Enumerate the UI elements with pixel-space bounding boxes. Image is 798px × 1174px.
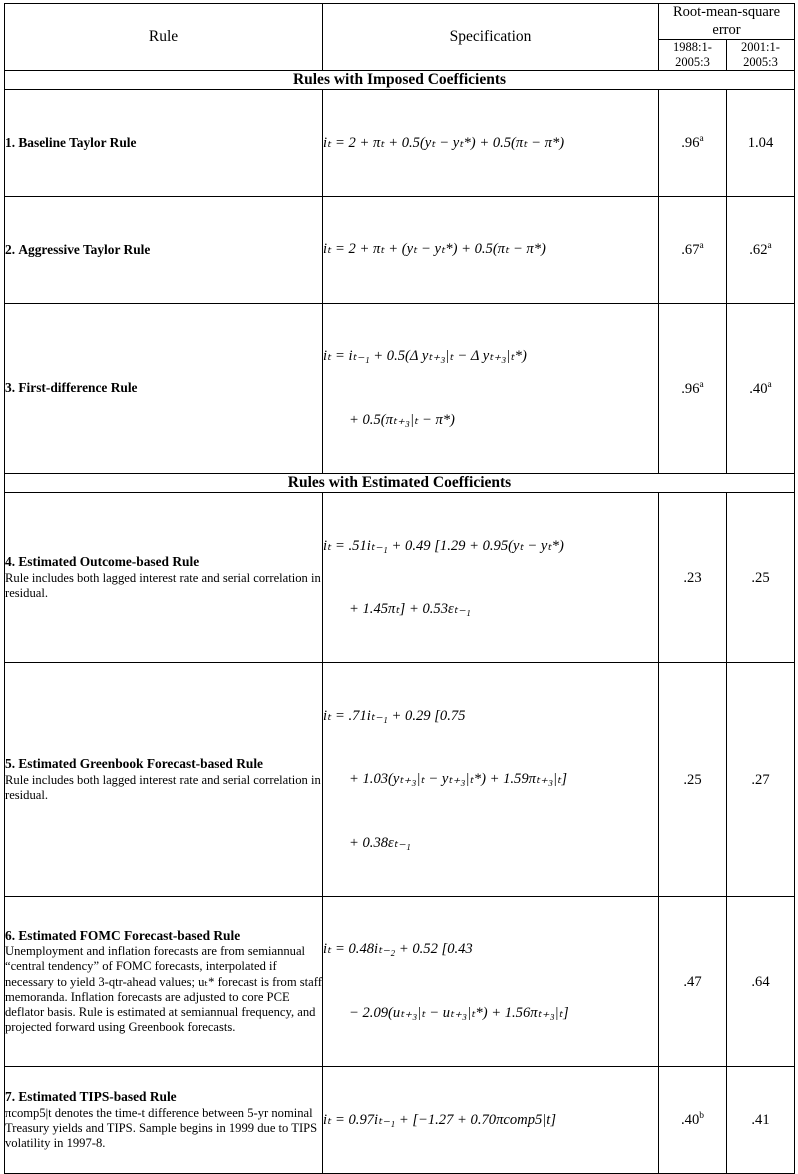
rule-note: πcomp5|t denotes the time-t difference between 5-yr nominal Treasury yields and TIPS. Sample begins in 1999 due to TIPS volatility in 1997-8. — [5, 1105, 318, 1151]
spec-line: iₜ = .71iₜ₋₁ + 0.29 [0.75 — [323, 707, 466, 724]
rule-title: Estimated Outcome-based Rule — [18, 554, 200, 570]
rule-title: First-difference Rule — [18, 380, 138, 396]
spec-line: iₜ = .51iₜ₋₁ + 0.49 [1.29 + 0.95(yₜ − yₜ*) — [323, 537, 564, 554]
rmse-period-2 — [727, 303, 795, 473]
spec-cell — [323, 493, 659, 663]
header-period-2: 2001:1-2005:3 — [727, 40, 795, 71]
rmse-value: .47 — [683, 973, 702, 990]
rmse-footnote: a — [767, 241, 772, 252]
spec-line: + 1.45πₜ] + 0.53εₜ₋₁ — [349, 600, 471, 617]
rule-number: 5. — [5, 756, 16, 772]
header-rmse: Root-mean-square error — [659, 4, 795, 40]
table-row — [5, 197, 795, 304]
spec-line: − 2.09(uₜ₊₃|ₜ − uₜ₊₃|ₜ*) + 1.56πₜ₊₃|ₜ] — [349, 1004, 569, 1021]
rmse-value: .96 — [681, 135, 700, 152]
rmse-period-2 — [727, 493, 795, 663]
spec-cell — [323, 1067, 659, 1174]
rmse-period-1 — [659, 197, 727, 304]
table-row — [5, 303, 795, 473]
header-specification: Specification — [323, 4, 659, 71]
spec-line: iₜ = 0.48iₜ₋₂ + 0.52 [0.43 — [323, 941, 473, 958]
rmse-period-1 — [659, 303, 727, 473]
rmse-value: .41 — [751, 1112, 770, 1129]
spec-line: iₜ = 0.97iₜ₋₁ + [−1.27 + 0.70πcomp5|t] — [323, 1111, 557, 1128]
spec-cell — [323, 663, 659, 897]
rule-note: Rule includes both lagged interest rate and serial correlation in residual. — [5, 772, 321, 802]
rule-number: 4. — [5, 554, 16, 570]
document-page — [0, 3, 798, 1151]
rmse-period-2 — [727, 897, 795, 1067]
rule-title: Baseline Taylor Rule — [18, 135, 137, 151]
rmse-value: .25 — [683, 771, 702, 788]
spec-line: iₜ = iₜ₋₁ + 0.5(Δ yₜ₊₃|ₜ − Δ yₜ₊₃|ₜ*) — [323, 348, 527, 365]
rmse-value: .40 — [681, 1112, 700, 1129]
rule-cell — [5, 663, 323, 897]
rmse-value: .25 — [751, 569, 770, 586]
table-row — [5, 493, 795, 663]
rmse-value: .27 — [751, 771, 770, 788]
rmse-period-1 — [659, 897, 727, 1067]
rmse-value: .62 — [749, 241, 768, 258]
rmse-value: .64 — [751, 973, 770, 990]
policy-rules-table — [4, 3, 795, 1174]
rule-cell — [5, 303, 323, 473]
rmse-period-1 — [659, 663, 727, 897]
header-period-1: 1988:1-2005:3 — [659, 40, 727, 71]
table-row — [5, 1067, 795, 1174]
rule-cell — [5, 197, 323, 304]
rule-number: 6. — [5, 927, 16, 943]
rule-title: Estimated FOMC Forecast-based Rule — [18, 927, 241, 943]
rule-number: 7. — [5, 1089, 16, 1105]
spec-line: + 0.5(πₜ₊₃|ₜ − π*) — [349, 411, 455, 428]
header-rule: Rule — [5, 4, 323, 71]
rmse-period-1 — [659, 1067, 727, 1174]
spec-cell — [323, 90, 659, 197]
section-title-estimated: Rules with Estimated Coefficients — [5, 474, 795, 493]
rmse-period-2 — [727, 90, 795, 197]
rmse-value: .23 — [683, 569, 702, 586]
rmse-footnote: a — [699, 241, 704, 252]
rule-number: 2. — [5, 241, 16, 257]
rmse-value: .96 — [681, 380, 700, 397]
rmse-period-2 — [727, 1067, 795, 1174]
section-header-row — [5, 71, 795, 90]
rule-cell — [5, 897, 323, 1067]
table-row — [5, 663, 795, 897]
table-row — [5, 897, 795, 1067]
spec-line: + 0.38εₜ₋₁ — [349, 834, 411, 851]
spec-line: iₜ = 2 + πₜ + (yₜ − yₜ*) + 0.5(πₜ − π*) — [323, 241, 546, 258]
table-row — [5, 90, 795, 197]
rule-note: Unemployment and inflation forecasts are from semiannual “central tendency” of FOMC forecasts, interpolated if necessary to yield 3-qtr-ahead values; uₜ* forecast is from staff memoranda. Inflation forecasts are adjusted to core PCE deflator basis. Rule is estimated at semiannual frequency, and projected forward using Greenbook forecasts. — [5, 944, 322, 1035]
rule-title: Aggressive Taylor Rule — [18, 241, 151, 257]
spec-cell — [323, 303, 659, 473]
spec-line: + 1.03(yₜ₊₃|ₜ − yₜ₊₃|ₜ*) + 1.59πₜ₊₃|ₜ] — [349, 771, 568, 788]
rule-number: 3. — [5, 380, 16, 396]
rule-note: Rule includes both lagged interest rate and serial correlation in residual. — [5, 570, 321, 600]
rule-title: Estimated Greenbook Forecast-based Rule — [18, 756, 263, 772]
spec-cell — [323, 897, 659, 1067]
rule-cell — [5, 493, 323, 663]
section-title-imposed: Rules with Imposed Coefficients — [5, 71, 795, 90]
rmse-period-2 — [727, 197, 795, 304]
rmse-footnote: a — [699, 379, 704, 390]
rmse-period-1 — [659, 493, 727, 663]
rmse-period-1 — [659, 90, 727, 197]
rmse-value: .40 — [749, 380, 768, 397]
spec-cell — [323, 197, 659, 304]
spec-line: iₜ = 2 + πₜ + 0.5(yₜ − yₜ*) + 0.5(πₜ − π*) — [323, 134, 565, 151]
rmse-value: .67 — [681, 241, 700, 258]
rmse-footnote: a — [767, 379, 772, 390]
rmse-value: 1.04 — [747, 135, 774, 152]
table-header-row-1 — [5, 4, 795, 40]
rmse-period-2 — [727, 663, 795, 897]
rule-cell — [5, 1067, 323, 1174]
rule-title: Estimated TIPS-based Rule — [18, 1089, 177, 1105]
rmse-footnote: b — [699, 1111, 704, 1122]
rule-cell — [5, 90, 323, 197]
section-header-row — [5, 474, 795, 493]
rule-number: 1. — [5, 135, 16, 151]
rmse-footnote: a — [699, 134, 704, 145]
